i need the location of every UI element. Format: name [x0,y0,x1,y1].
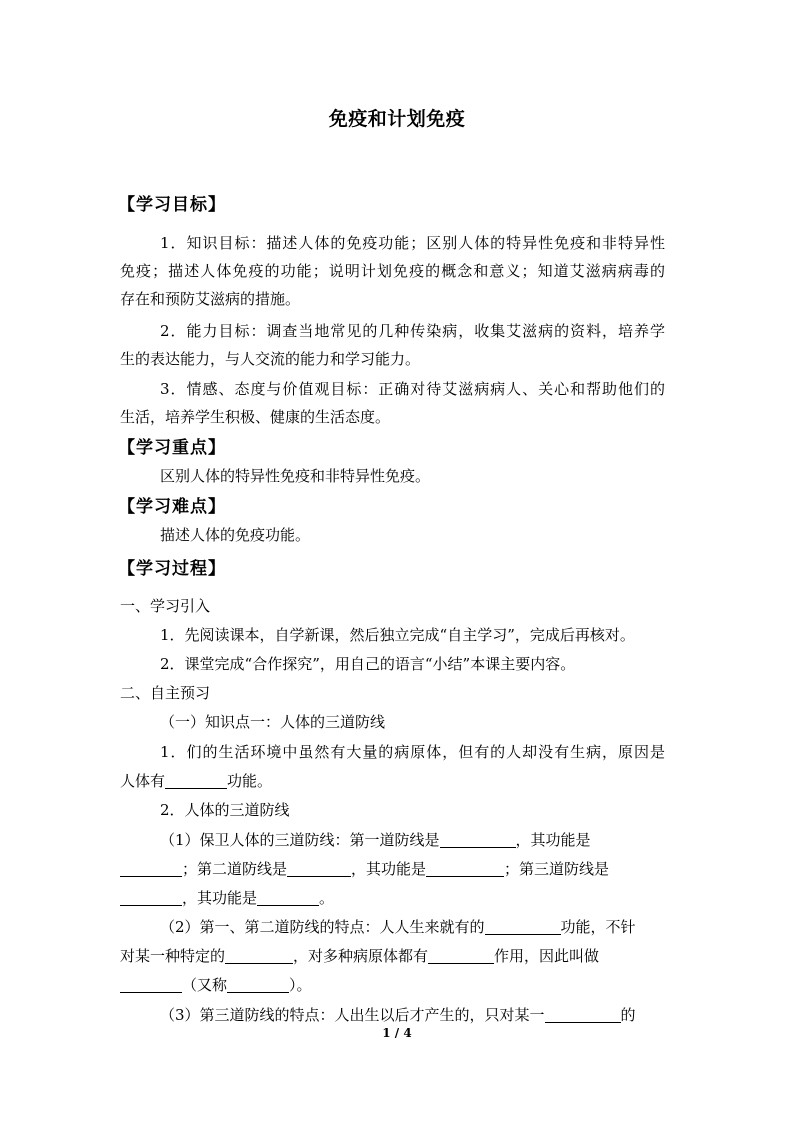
goal-3-line-2: 生活，培养学生积极、健康的生活态度。 [120,408,391,426]
point-1-text-e: ；第三道防线是 [504,860,610,878]
point-1-text-a: （1）保卫人体的三道防线：第一道防线是 [160,831,440,849]
goal-1-line-3: 存在和预防艾滋病的措施。 [120,290,301,308]
point-2-line-1 [160,917,636,937]
point-2-text-a: （2）第一、第二道防线的特点：人人生来就有的 [160,918,485,936]
goal-2-line-2: 生的表达能力，与人交流的能力和学习能力。 [120,350,421,368]
fill-blank[interactable] [428,948,494,964]
page-title: 免疫和计划免疫 [328,108,466,130]
point-1-line-1 [160,830,591,850]
fill-blank[interactable] [227,977,289,993]
goal-2-line-1: 2．能力目标：调查当地常见的几种传染病，收集艾滋病的资料，培养学 [160,322,665,340]
section-2-title: 二、自主预习 [120,684,211,702]
question-2-title: 2．人体的三道防线 [160,801,290,819]
point-1-text-g: 。 [319,889,335,907]
point-2-text-g: ）。 [289,976,312,994]
page-number: 1 / 4 [382,1026,412,1040]
heading-key-points: 【学习重点】 [118,438,226,458]
point-3-text-b: 的 [620,1006,636,1024]
key-points-text: 区别人体的特异性免疫和非特异性免疫。 [160,467,431,485]
point-1-text-c: ；第二道防线是 [182,860,288,878]
heading-learning-process: 【学习过程】 [118,559,226,579]
point-2-text-b: 功能，不针 [560,918,636,936]
fill-blank[interactable] [545,1007,621,1023]
fill-blank[interactable] [287,861,351,877]
question-1-text-a: 人体有 [120,772,166,790]
knowledge-point-1-title: （一）知识点一：人体的三道防线 [160,713,386,731]
section-1-item-1: 1．先阅读课本，自学新课，然后独立完成“自主学习”，完成后再核对。 [160,626,635,644]
point-1-text-d: ，其功能是 [351,860,427,878]
fill-blank[interactable] [257,890,319,906]
question-1-line-2 [120,771,272,791]
heading-learning-goals: 【学习目标】 [118,195,226,215]
fill-blank[interactable] [426,861,504,877]
point-1-line-2 [120,859,609,879]
fill-blank[interactable] [120,977,182,993]
section-1-title: 一、学习引入 [120,597,211,615]
point-1-text-f: ，其功能是 [182,889,258,907]
fill-blank[interactable] [165,773,227,789]
point-2-text-e: 作用，因此叫做 [494,947,600,965]
goal-1-line-1: 1．知识目标：描述人体的免疫功能；区别人体的特异性免疫和非特异性 [160,234,665,252]
fill-blank[interactable] [120,890,182,906]
question-1-line-1: 1．们的生活环境中虽然有大量的病原体，但有的人却没有生病，原因是 [160,743,665,761]
question-1-text-b: 功能。 [227,772,273,790]
fill-blank[interactable] [440,832,516,848]
section-1-item-2: 2．课堂完成“合作探究”，用自己的语言“小结”本课主要内容。 [160,655,576,673]
fill-blank[interactable] [225,948,293,964]
point-3-text-a: （3）第三道防线的特点：人出生以后才产生的，只对某一 [160,1006,545,1024]
point-2-text-f: （又称 [182,976,228,994]
point-2-text-c: 对某一种特定的 [120,947,226,965]
difficulty-text: 描述人体的免疫功能。 [160,526,311,544]
point-1-text-b: ，其功能是 [515,831,591,849]
goal-1-line-2: 免疫；描述人体免疫的功能；说明计划免疫的概念和意义；知道艾滋病病毒的 [120,262,665,280]
fill-blank[interactable] [485,919,561,935]
point-1-line-3 [120,888,334,908]
point-2-line-2 [120,946,599,966]
point-3-line-1 [160,1005,636,1025]
point-2-line-3 [120,975,312,995]
goal-3-line-1: 3．情感、态度与价值观目标：正确对待艾滋病病人、关心和帮助他们的 [160,380,665,398]
fill-blank[interactable] [120,861,182,877]
point-2-text-d: ，对多种病原体都有 [293,947,429,965]
heading-difficulty: 【学习难点】 [118,497,226,517]
